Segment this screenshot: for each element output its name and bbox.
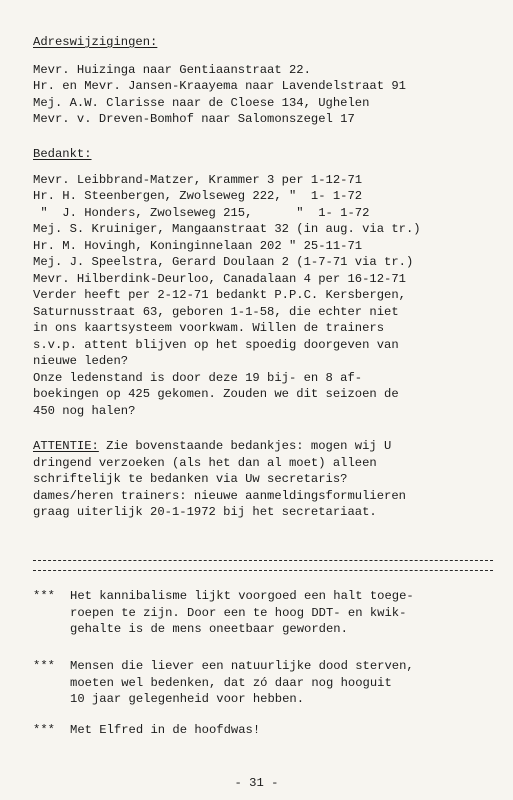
address-change-line: Mej. A.W. Clarisse naar de Cloese 134, Ughelen [33,96,370,110]
note-marker: *** [33,659,55,673]
bedankt-line: Mevr. Leibbrand-Matzer, Krammer 3 per 1-12-71 [33,173,363,187]
bedankt-line: 450 nog halen? [33,404,136,418]
note-line: gehalte is de mens oneetbaar geworden. [70,622,348,636]
bedankt-line: Hr. M. Hovingh, Koninginnelaan 202 " 25-11-71 [33,239,363,253]
attentie-text: Zie bovenstaande bedankjes: mogen wij U [98,439,392,453]
attentie-label: ATTENTIE: [33,439,99,453]
note-line: moeten wel bedenken, dat zó daar nog hooguit [70,676,392,690]
bedankt-line: Verder heeft per 2-12-71 bedankt P.P.C. Kersbergen, [33,288,406,302]
bedankt-line: s.v.p. attent blijven op het spoedig doorgeven van [33,338,399,352]
address-change-line: Mevr. Huizinga naar Gentiaanstraat 22. [33,63,311,77]
note-marker: *** [33,589,55,603]
note-line: roepen te zijn. Door een te hoog DDT- en kwik- [70,606,407,620]
bedankt-line: nieuwe leden? [33,354,129,368]
attentie-line: graag uiterlijk 20-1-1972 bij het secretariaat. [33,505,377,519]
bedankt-heading: Bedankt: [33,147,92,161]
note-line: 10 jaar gelegenheid voor hebben. [70,692,305,706]
bedankt-line: Saturnusstraat 63, geboren 1-1-58, die echter niet [33,305,399,319]
note-line: Met Elfred in de hoofdwas! [70,723,261,737]
bedankt-line: Onze ledenstand is door deze 19 bij- en 8 af- [33,371,363,385]
attentie-line: schriftelijk te bedanken via Uw secretaris? [33,472,348,486]
attentie-line: dames/heren trainers: nieuwe aanmeldingsformulieren [33,489,406,503]
address-change-line: Hr. en Mevr. Jansen-Kraayema naar Lavendelstraat 91 [33,79,406,93]
bedankt-line: Mej. J. Speelstra, Gerard Doulaan 2 (1-7-71 via tr.) [33,255,414,269]
note-line: Mensen die liever een natuurlijke dood sterven, [70,659,414,673]
bedankt-line: Hr. H. Steenbergen, Zwolseweg 222, " 1- 1-72 [33,189,363,203]
adreswijzigingen-heading: Adreswijzigingen: [33,35,158,49]
bedankt-line: Mej. S. Kruiniger, Mangaanstraat 32 (in aug. via tr.) [33,222,421,236]
address-change-line: Mevr. v. Dreven-Bomhof naar Salomonszegel 17 [33,112,355,126]
attentie-line: dringend verzoeken (als het dan al moet) alleen [33,456,377,470]
dashed-divider [33,560,493,561]
note-marker: *** [33,723,55,737]
note-line: Het kannibalisme lijkt voorgoed een halt toege- [70,589,414,603]
bedankt-line: boekingen op 425 gekomen. Zouden we dit seizoen de [33,387,399,401]
attentie-first-line [33,440,391,452]
bedankt-line: in ons kaartsysteem voorkwam. Willen de trainers [33,321,385,335]
dashed-divider [33,570,493,571]
bedankt-line: " J. Honders, Zwolseweg 215, " 1- 1-72 [33,206,370,220]
page-number: - 31 - [234,776,279,790]
bedankt-line: Mevr. Hilberdink-Deurloo, Canadalaan 4 per 16-12-71 [33,272,406,286]
